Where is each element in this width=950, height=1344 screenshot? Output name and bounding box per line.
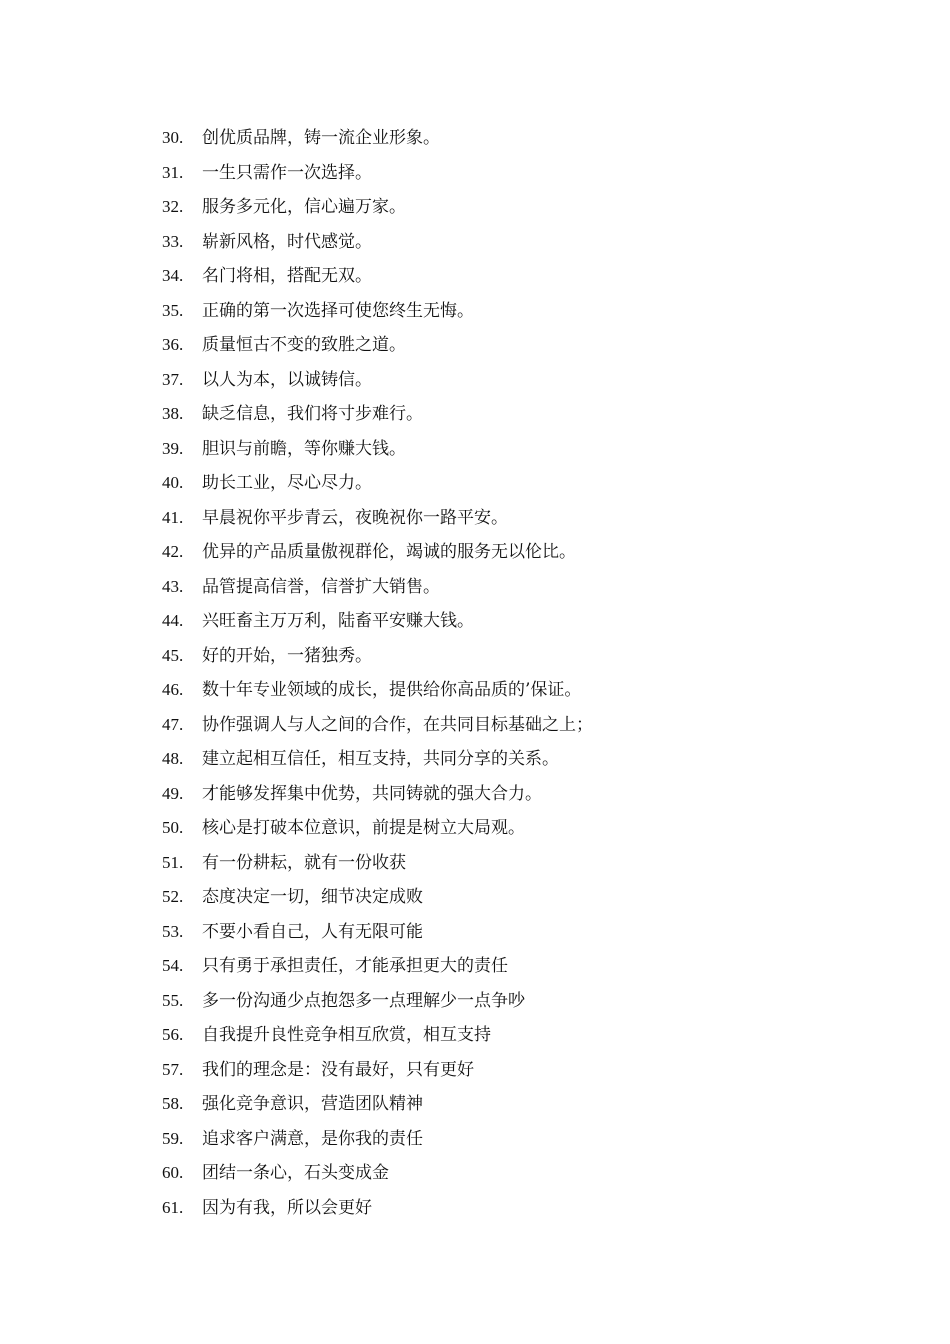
item-text: 我们的理念是：没有最好，只有更好 — [202, 1059, 474, 1080]
item-number: 34. — [162, 266, 184, 285]
item-number: 39. — [162, 438, 184, 458]
item-text: 质量恒古不变的致胜之道。 — [202, 335, 406, 355]
item-text: 创优质品牌，铸一流企业形象。 — [202, 128, 440, 148]
item-number: 42. — [162, 542, 184, 561]
item-text: 强化竞争意识，营造团队精神 — [202, 1094, 423, 1114]
list-item — [162, 190, 593, 225]
item-text: 多一份沟通少点抱怨多一点理解少一点争吵 — [202, 990, 525, 1011]
list-item — [162, 673, 593, 708]
item-number: 54. — [162, 956, 184, 975]
list-item — [162, 639, 593, 674]
item-number: 56. — [162, 1025, 184, 1044]
item-number: 45. — [162, 645, 184, 665]
item-text: 自我提升良性竞争相互欣赏，相互支持 — [202, 1025, 491, 1045]
list-item — [162, 156, 593, 191]
item-text: 名门将相，搭配无双。 — [202, 266, 372, 286]
item-text: 胆识与前瞻，等你赚大钱。 — [202, 438, 406, 459]
list-item — [162, 225, 593, 260]
item-number: 47. — [162, 714, 184, 734]
list-item — [162, 742, 593, 777]
list-item — [162, 466, 593, 501]
list-item — [162, 121, 593, 156]
list-item — [162, 570, 593, 605]
item-text: 有一份耕耘，就有一份收获 — [202, 852, 406, 873]
item-number: 50. — [162, 818, 184, 837]
item-text: 缺乏信息，我们将寸步难行。 — [202, 404, 423, 424]
item-text: 一生只需作一次选择。 — [202, 162, 372, 183]
item-number: 40. — [162, 473, 184, 492]
list-item — [162, 328, 593, 363]
item-number: 30. — [162, 128, 184, 147]
item-number: 31. — [162, 162, 184, 182]
list-item — [162, 811, 593, 846]
item-text: 只有勇于承担责任，才能承担更大的责任 — [202, 956, 508, 976]
list-item — [162, 1053, 593, 1088]
item-number: 44. — [162, 611, 184, 630]
item-text: 好的开始，一猪独秀。 — [202, 645, 372, 666]
item-text: 才能够发挥集中优势，共同铸就的强大合力。 — [202, 783, 542, 804]
list-item — [162, 708, 593, 743]
item-number: 36. — [162, 335, 184, 354]
list-item — [162, 294, 593, 329]
item-text: 不要小看自己，人有无限可能 — [202, 921, 423, 942]
list-item — [162, 1156, 593, 1191]
list-item — [162, 259, 593, 294]
item-text: 态度决定一切，细节决定成败 — [202, 887, 423, 907]
item-text: 崭新风格，时代感觉。 — [202, 231, 372, 252]
item-number: 53. — [162, 921, 184, 941]
item-number: 33. — [162, 231, 184, 251]
item-number: 57. — [162, 1059, 184, 1079]
item-number: 51. — [162, 852, 184, 872]
item-number: 32. — [162, 197, 184, 216]
item-number: 60. — [162, 1163, 184, 1182]
item-number: 37. — [162, 369, 184, 389]
item-text: 因为有我，所以会更好 — [202, 1197, 372, 1218]
item-text: 助长工业，尽心尽力。 — [202, 473, 372, 493]
item-text: 以人为本，以诚铸信。 — [202, 369, 372, 390]
list-item — [162, 1087, 593, 1122]
item-text: 追求客户满意，是你我的责任 — [202, 1128, 423, 1149]
list-item — [162, 1122, 593, 1157]
list-item — [162, 397, 593, 432]
list-item — [162, 880, 593, 915]
list-item — [162, 949, 593, 984]
item-text: 早晨祝你平步青云，夜晚祝你一路平安。 — [202, 507, 508, 528]
item-number: 49. — [162, 783, 184, 803]
item-number: 41. — [162, 507, 184, 527]
item-text: 团结一条心，石头变成金 — [202, 1163, 389, 1183]
item-text: 建立起相互信任，相互支持，共同分享的关系。 — [202, 749, 559, 769]
item-text: 品管提高信誉，信誉扩大销售。 — [202, 576, 440, 597]
list-item — [162, 846, 593, 881]
item-number: 52. — [162, 887, 184, 906]
list-item — [162, 984, 593, 1019]
item-text: 核心是打破本位意识，前提是树立大局观。 — [202, 818, 525, 838]
list-item — [162, 432, 593, 467]
item-number: 55. — [162, 990, 184, 1010]
item-text: 正确的第一次选择可使您终生无悔。 — [202, 300, 474, 321]
list-item — [162, 1018, 593, 1053]
list-item — [162, 777, 593, 812]
item-text: 优异的产品质量傲视群伦，竭诚的服务无以伦比。 — [202, 542, 576, 562]
list-item — [162, 915, 593, 950]
list-item — [162, 363, 593, 398]
list-item — [162, 535, 593, 570]
item-number: 46. — [162, 680, 184, 699]
list-item — [162, 1191, 593, 1226]
item-text: 兴旺畜主万万利，陆畜平安赚大钱。 — [202, 611, 474, 631]
item-number: 48. — [162, 749, 184, 768]
slogan-list — [162, 121, 593, 1225]
item-number: 35. — [162, 300, 184, 320]
item-text: 服务多元化，信心遍万家。 — [202, 197, 406, 217]
item-number: 61. — [162, 1197, 184, 1217]
item-text: 数十年专业领域的成长，提供给你高品质的’保证。 — [202, 680, 582, 700]
item-number: 58. — [162, 1094, 184, 1113]
item-text: 协作强调人与人之间的合作，在共同目标基础之上； — [202, 714, 593, 735]
item-number: 59. — [162, 1128, 184, 1148]
item-number: 38. — [162, 404, 184, 423]
list-item — [162, 604, 593, 639]
list-item — [162, 501, 593, 536]
item-number: 43. — [162, 576, 184, 596]
